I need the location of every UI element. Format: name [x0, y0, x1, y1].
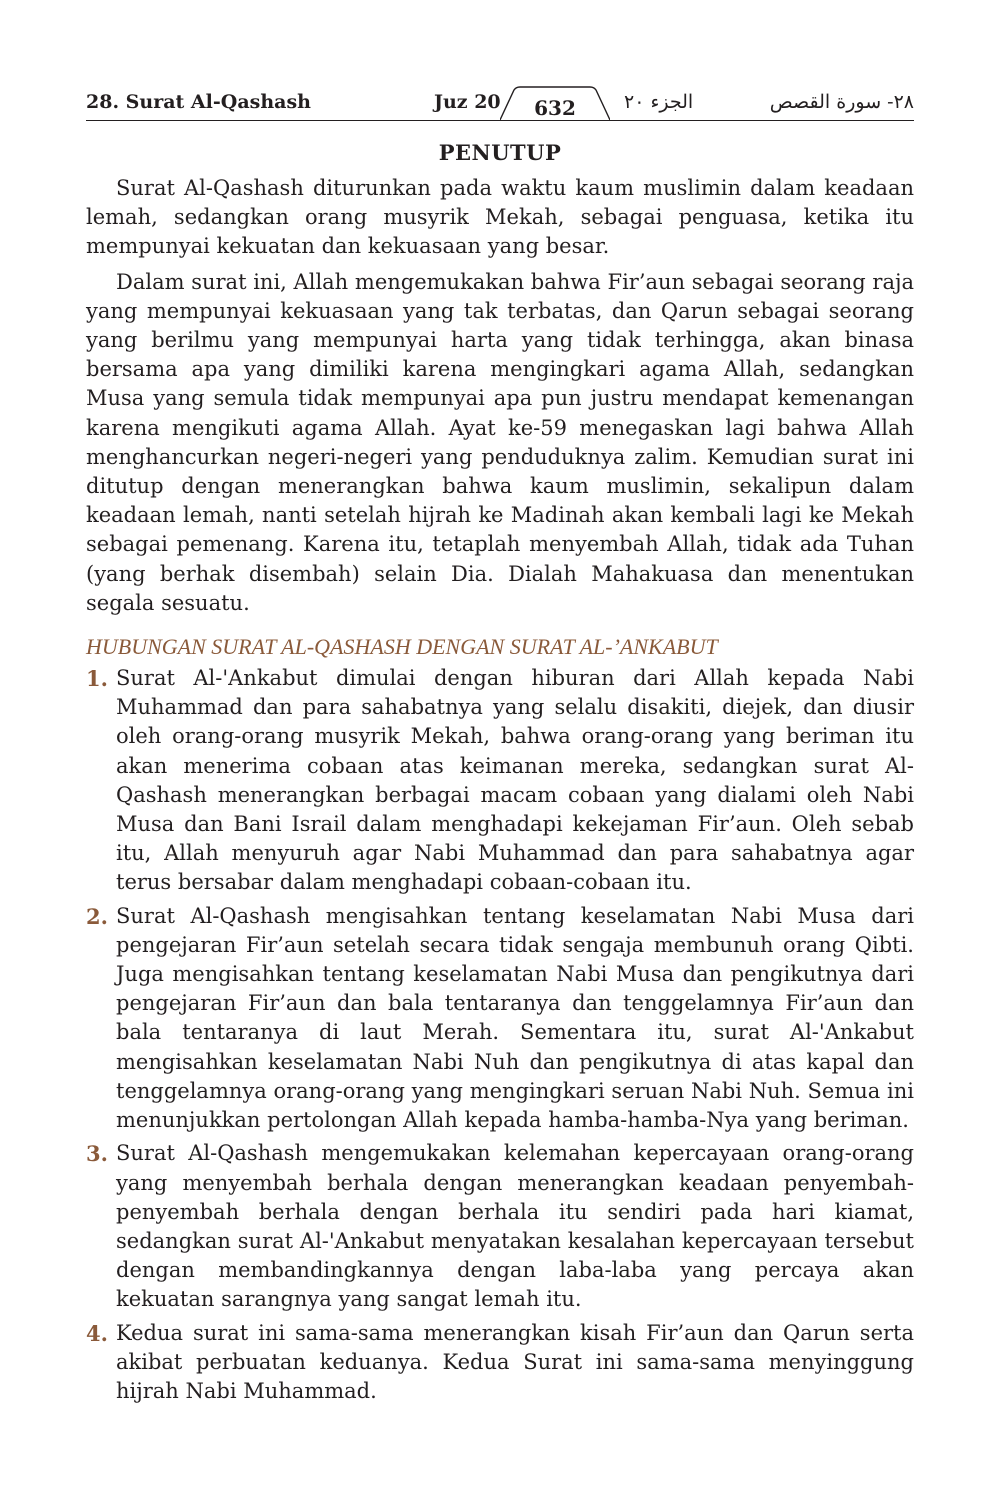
header-surat-arabic: ٢٨- سورة القصص: [769, 91, 914, 113]
list-item-number: 1.: [86, 666, 108, 692]
page-number: 632: [534, 96, 576, 120]
list-item-number: 3.: [86, 1141, 108, 1167]
header-juz-arabic: الجزء ٢٠: [624, 91, 694, 113]
paragraph: Surat Al-Qashash diturunkan pada waktu kaum muslimin dalam keadaan lemah, sedangkan orang musyrik Mekah, sebagai penguasa, ketika itu mempunyai kekuatan dan kekuasaan yang besar.: [86, 176, 914, 259]
numbered-list: [86, 664, 914, 1406]
section-title: PENUTUP: [438, 140, 562, 165]
list-item-text: Surat Al-'Ankabut dimulai dengan hiburan dari Allah kepada Nabi Muhammad dan para sahabatnya yang selalu disakiti, diejek, dan diusir oleh orang-orang musyrik Mekah, bahwa orang-orang yang beriman itu akan menerima cobaan atas keimanan mereka, sedangkan surat Al-Qashash menerangkan berbagai macam cobaan yang dialami oleh Nabi Musa dan Bani Israil dalam menghadapi kekejaman Fir’aun. Oleh sebab itu, Allah menyuruh agar Nabi Muhammad dan para sahabatnya agar terus bersabar dalam menghadapi cobaan-cobaan itu.: [116, 666, 914, 895]
list-item: [86, 1319, 914, 1407]
header-surat-latin: 28. Surat Al-Qashash: [86, 91, 311, 113]
running-header: [86, 86, 914, 134]
paragraph: Dalam surat ini, Allah mengemukakan bahwa Fir’aun sebagai seorang raja yang mempunyai kekuasaan yang tak terbatas, dan Qarun sebagai seorang yang berilmu yang mempunyai harta yang tidak terhingga, akan binasa bersama apa yang dimiliki karena mengingkari agama Allah, sedangkan Musa yang semula tidak mempunyai apa pun justru mendapat kemenangan karena mengikuti agama Allah. Ayat ke-59 menegaskan lagi bahwa Allah menghancurkan negeri-negeri yang penduduknya zalim. Kemudian surat ini ditutup dengan menerangkan bahwa kaum muslimin, sekalipun dalam keadaan lemah, nanti setelah hijrah ke Madinah akan kembali lagi ke Mekah sebagai pemenang. Karena itu, tetaplah menyembah Allah, tidak ada Tuhan (yang berhak disembah) selain Dia. Dialah Mahakuasa dan menentukan segala sesuatu.: [86, 269, 914, 615]
list-item-number: 2.: [86, 903, 108, 929]
list-item: [86, 902, 914, 1136]
list-item-text: Surat Al-Qashash mengisahkan tentang keselamatan Nabi Musa dari pengejaran Fir’aun setelah secara tidak sengaja membunuh orang Qibti. Juga mengisahkan tentang keselamatan Nabi Musa dan pengikutnya dari pengejaran Fir’aun dan bala tentaranya dan tenggelamnya Fir’aun dan bala tentaranya di laut Merah. Sementara itu, surat Al-'Ankabut mengisahkan keselamatan Nabi Nuh dan pengikutnya di atas kapal dan tenggelamnya orang-orang yang mengingkari seruan Nabi Nuh. Semua ini menunjukkan pertolongan Allah kepada hamba-hamba-Nya yang beriman.: [116, 903, 914, 1133]
page-number-tab: [500, 86, 610, 122]
list-item-text: Surat Al-Qashash mengemukakan kelemahan kepercayaan orang-orang yang menyembah berhala dengan menerangkan keadaan penyembah-penyembah berhala dengan berhala itu sendiri pada hari kiamat, sedangkan surat Al-'Ankabut menyatakan kesalahan kepercayaan tersebut dengan membandingkannya dengan laba-laba yang percaya akan kekuatan sarangnya yang sangat lemah itu.: [116, 1141, 914, 1312]
list-item: [86, 1139, 914, 1314]
content-body: [86, 174, 914, 1410]
subheading: HUBUNGAN SURAT AL-QASHASH DENGAN SURAT AL-’ANKABUT: [86, 634, 718, 660]
header-juz-latin: Juz 20: [434, 91, 501, 113]
list-item-text: Kedua surat ini sama-sama menerangkan kisah Fir’aun dan Qarun serta akibat perbuatan keduanya. Kedua Surat ini sama-sama menyinggung hijrah Nabi Muhammad.: [116, 1320, 914, 1403]
list-item-number: 4.: [86, 1320, 108, 1346]
list-item: [86, 664, 914, 898]
